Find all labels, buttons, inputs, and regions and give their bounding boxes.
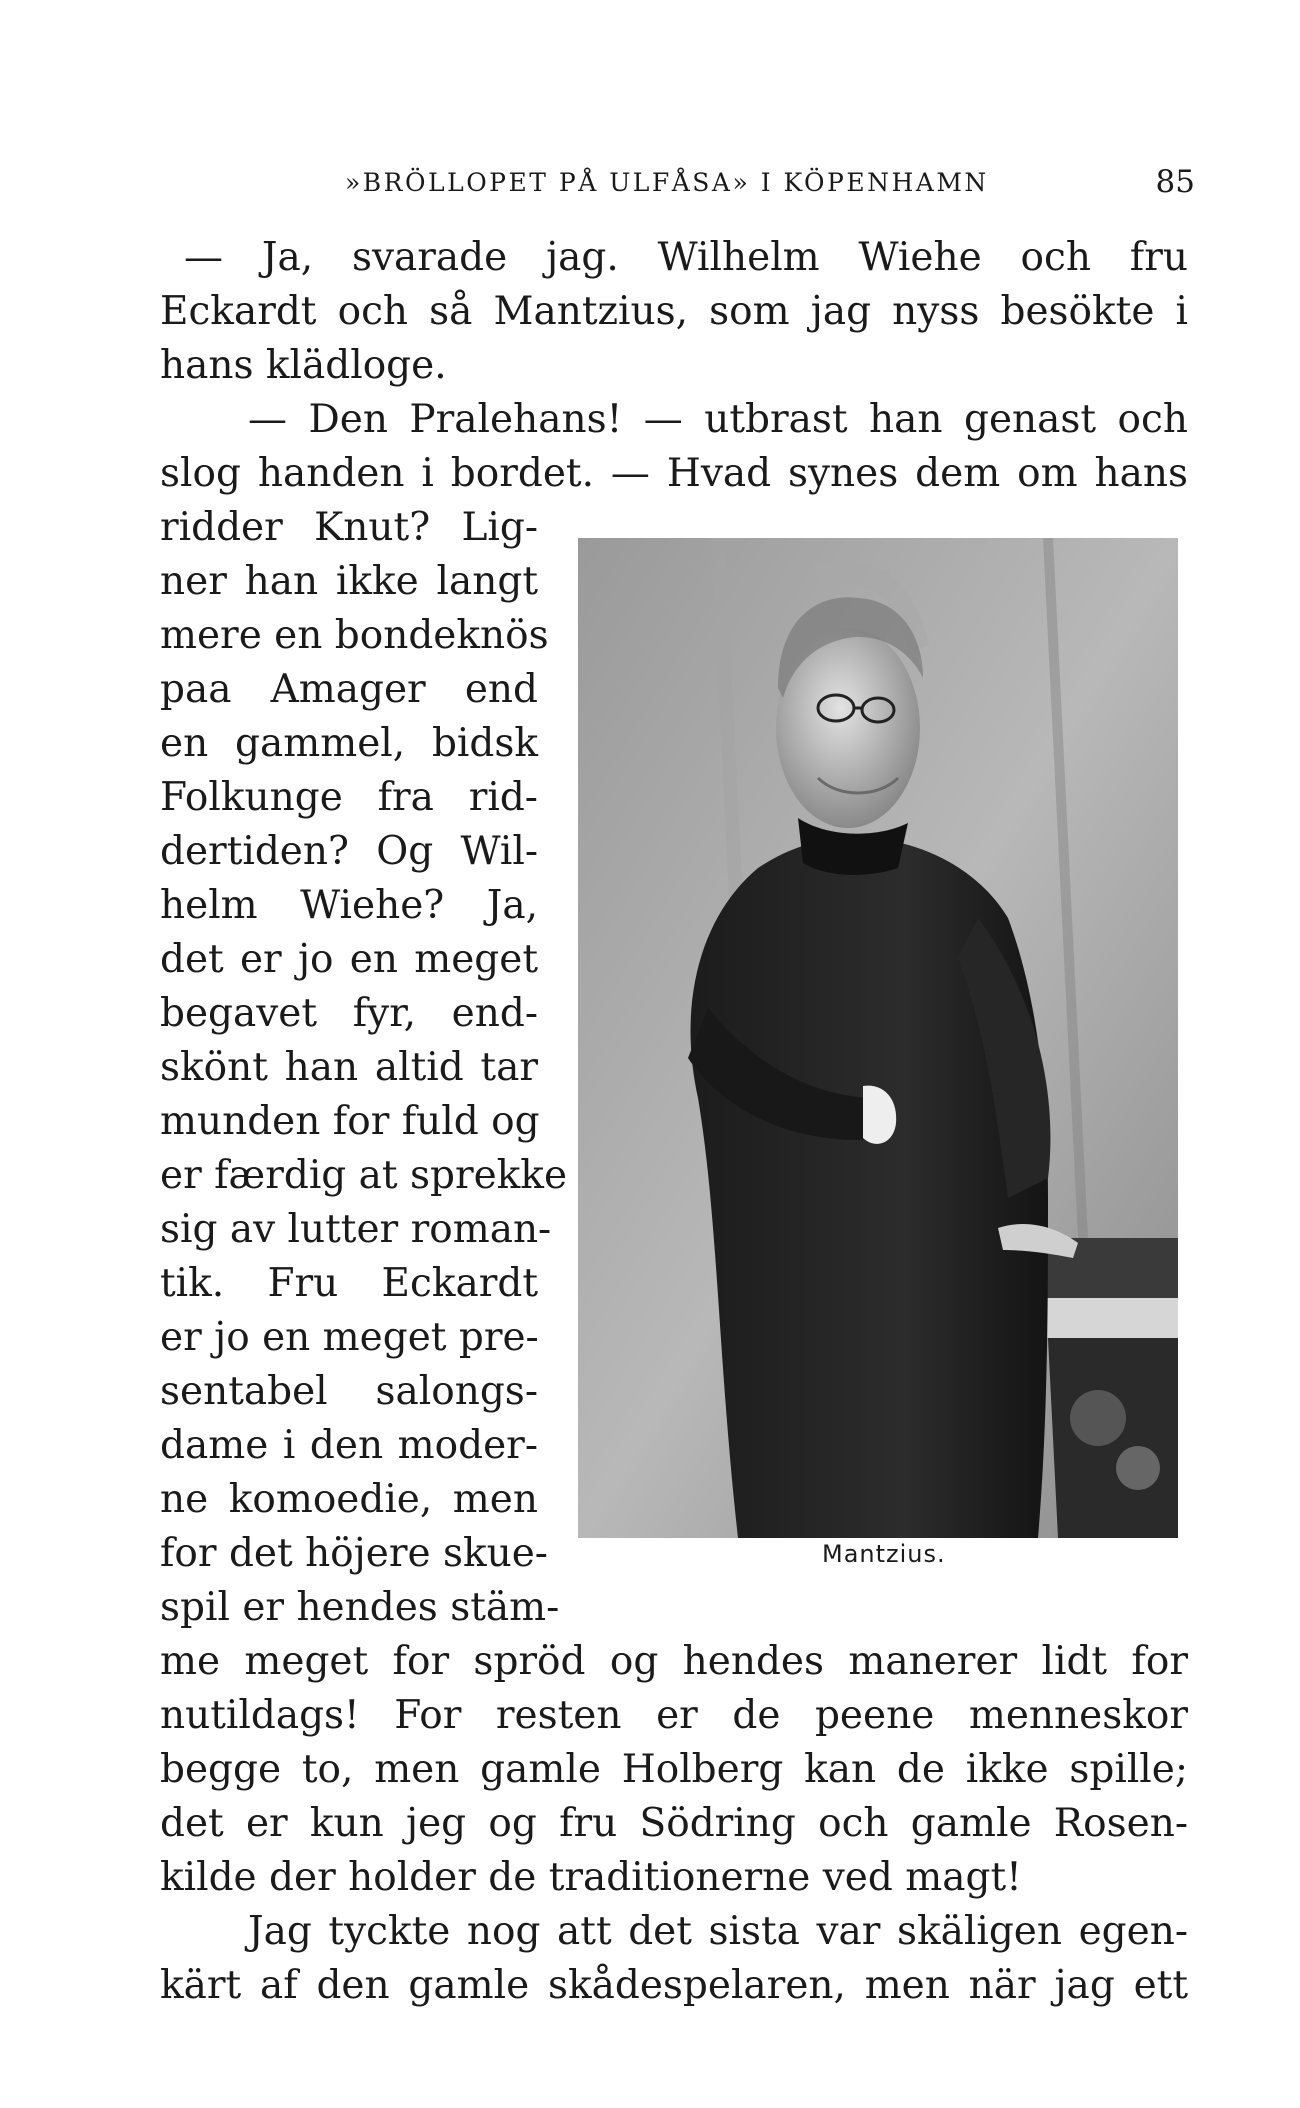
text-line: det er kun jeg og fru Södring och gamle Rosen- — [160, 1801, 1188, 1846]
text-line: paa Amager end — [160, 667, 538, 712]
text-line: nutildags! For resten er de peene menneskor — [160, 1693, 1188, 1738]
running-title: »BRÖLLOPET PÅ ULFÅSA» I KÖPENHAMN — [345, 168, 989, 197]
text-line: sentabel salongs- — [160, 1369, 538, 1414]
text-line: det er jo en meget — [160, 937, 538, 982]
text-line: Eckardt och så Mantzius, som jag nyss besökte i — [160, 289, 1188, 334]
text-line: sig av lutter roman- — [160, 1207, 552, 1252]
page-number: 85 — [1155, 164, 1195, 200]
photo-caption: Mantzius. — [822, 1540, 946, 1568]
text-line: dertiden? Og Wil- — [160, 829, 538, 874]
text-line: ne komoedie, men — [160, 1477, 538, 1522]
running-header — [345, 164, 1195, 208]
text-line: — Den Pralehans! — utbrast han genast och — [248, 397, 1188, 442]
text-line: — Ja, svarade jag. Wilhelm Wiehe och fru — [184, 235, 1188, 280]
text-line: begavet fyr, end- — [160, 991, 538, 1036]
text-line: er jo en meget pre- — [160, 1315, 539, 1360]
text-line: dame i den moder- — [160, 1423, 538, 1468]
text-line: begge to, men gamle Holberg kan de ikke spille; — [160, 1747, 1188, 1792]
text-line: mere en bondeknös — [160, 613, 549, 658]
text-line: hans klädloge. — [160, 343, 447, 388]
text-line: for det höjere skue- — [160, 1531, 548, 1576]
text-line: kilde der holder de traditionerne ved magt! — [160, 1855, 1022, 1900]
text-line: Folkunge fra rid- — [160, 775, 538, 820]
portrait-photo — [578, 538, 1178, 1538]
text-line: en gammel, bidsk — [160, 721, 538, 766]
text-line: munden for fuld og — [160, 1099, 540, 1144]
text-line: ner han ikke langt — [160, 559, 538, 604]
text-line: Jag tyckte nog att det sista var skäligen egen- — [248, 1909, 1188, 1954]
text-line: er færdig at sprekke — [160, 1153, 568, 1198]
text-line: ridder Knut? Lig- — [160, 505, 538, 550]
text-line: helm Wiehe? Ja, — [160, 883, 538, 928]
text-line: skönt han altid tar — [160, 1045, 538, 1090]
text-line: me meget for spröd og hendes manerer lidt for — [160, 1639, 1188, 1684]
text-line: kärt af den gamle skådespelaren, men när jag ett — [160, 1963, 1188, 2008]
text-line: tik. Fru Eckardt — [160, 1261, 538, 1306]
text-line: spil er hendes stäm- — [160, 1585, 560, 1630]
text-line: slog handen i bordet. — Hvad synes dem om hans — [160, 451, 1188, 496]
